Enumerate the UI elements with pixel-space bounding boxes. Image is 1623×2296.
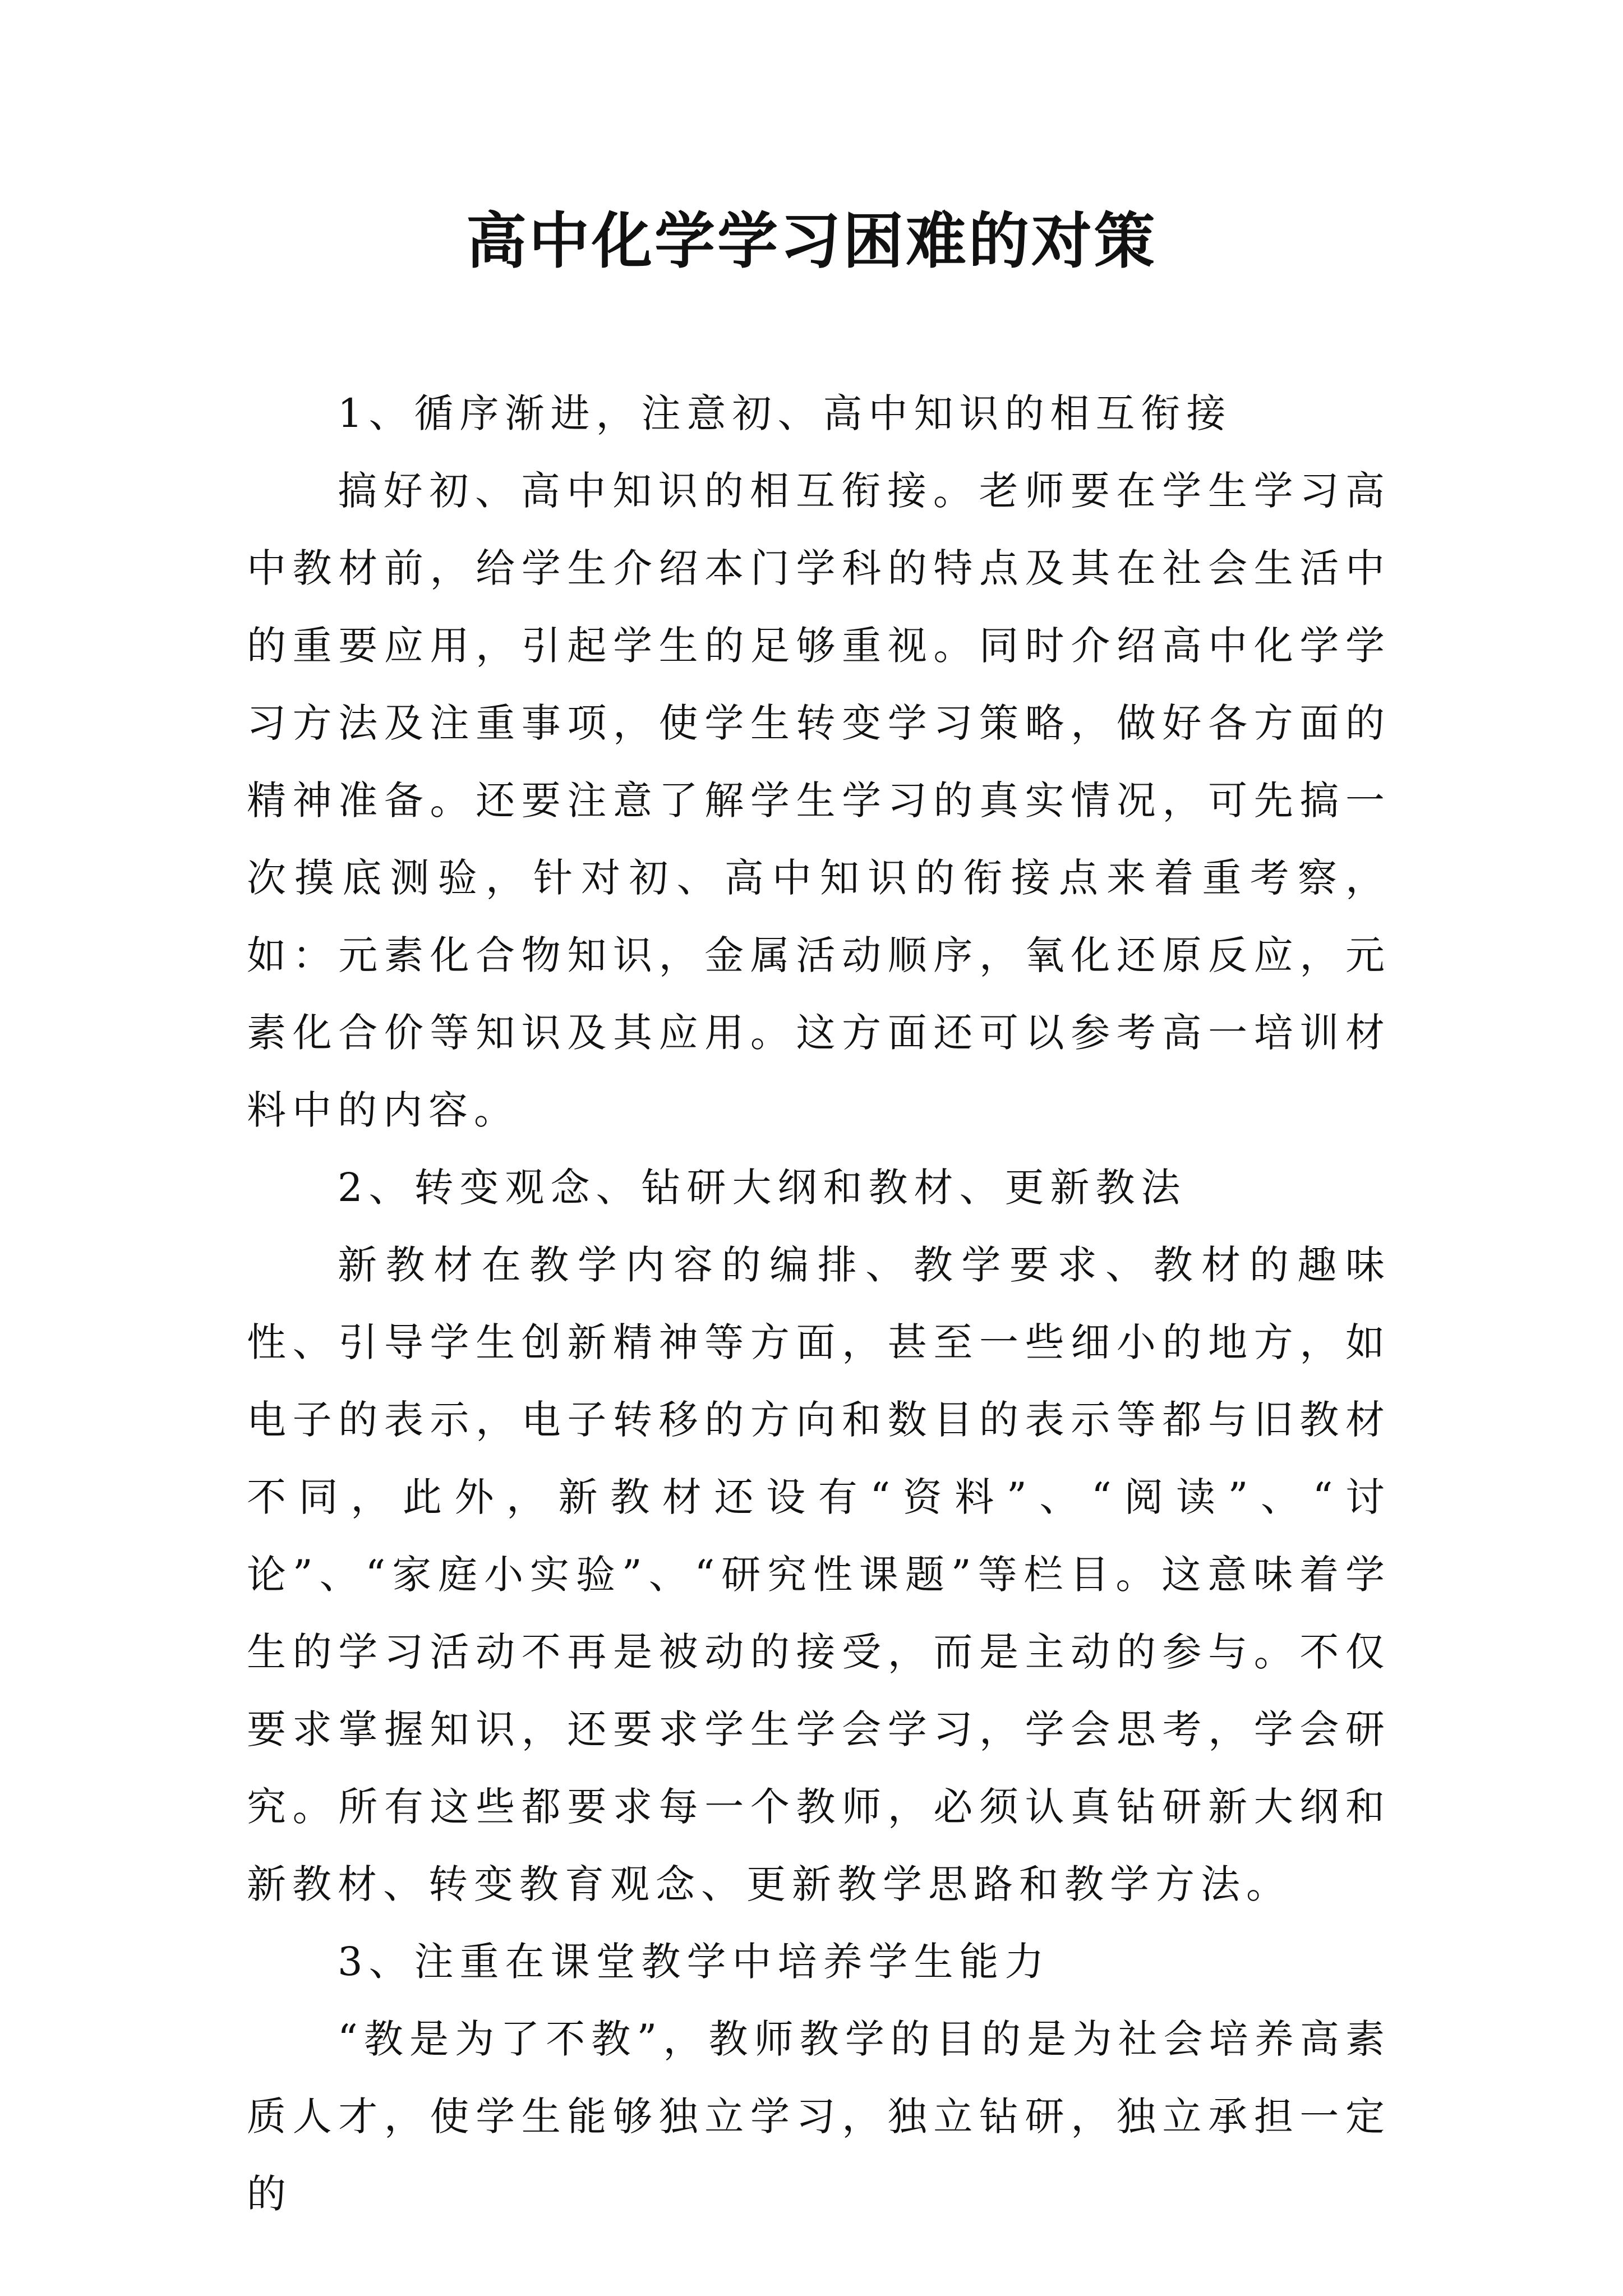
document-body [247, 375, 1391, 2233]
paragraph-1: 搞好初、高中知识的相互衔接。老师要在学生学习高中教材前，给学生介绍本门学科的特点及其在社会生活中的重要应用，引起学生的足够重视。同时介绍高中化学学习方法及注重事项，使学生转变学习策略，做好各方面的精神准备。还要注意了解学生学习的真实情况，可先搞一次摸底测验，针对初、高中知识的衔接点来着重考察，如：元素化合物知识，金属活动顺序，氧化还原反应，元素化合价等知识及其应用。这方面还可以参考高一培训材料中的内容。 [247, 468, 1391, 1133]
paragraph-2: 新教材在教学内容的编排、教学要求、教材的趣味性、引导学生创新精神等方面，甚至一些细小的地方，如电子的表示，电子转移的方向和数目的表示等都与旧教材不同，此外，新教材还设有“资料”、“阅读”、“讨论”、“家庭小实验”、“研究性课题”等栏目。这意味着学生的学习活动不再是被动的接受，而是主动的参与。不仅要求掌握知识，还要求学生学会学习，学会思考，学会研究。所有这些都要求每一个教师，必须认真钻研新大纲和新教材、转变教育观念、更新教学思路和教学方法。 [247, 1242, 1391, 1907]
section-heading-2: 2、转变观念、钻研大纲和教材、更新教法 [338, 1165, 1187, 1211]
section-heading-3: 3、注重在课堂教学中培养学生能力 [338, 1939, 1050, 1985]
paragraph-3: “教是为了不教”，教师教学的目的是为社会培养高素质人才，使学生能够独立学习，独立钻研，独立承担一定的 [247, 2016, 1391, 2217]
document-title: 高中化学学习困难的对策 [465, 206, 1157, 277]
section-heading-1: 1、循序渐进，注意初、高中知识的相互衔接 [338, 390, 1232, 436]
